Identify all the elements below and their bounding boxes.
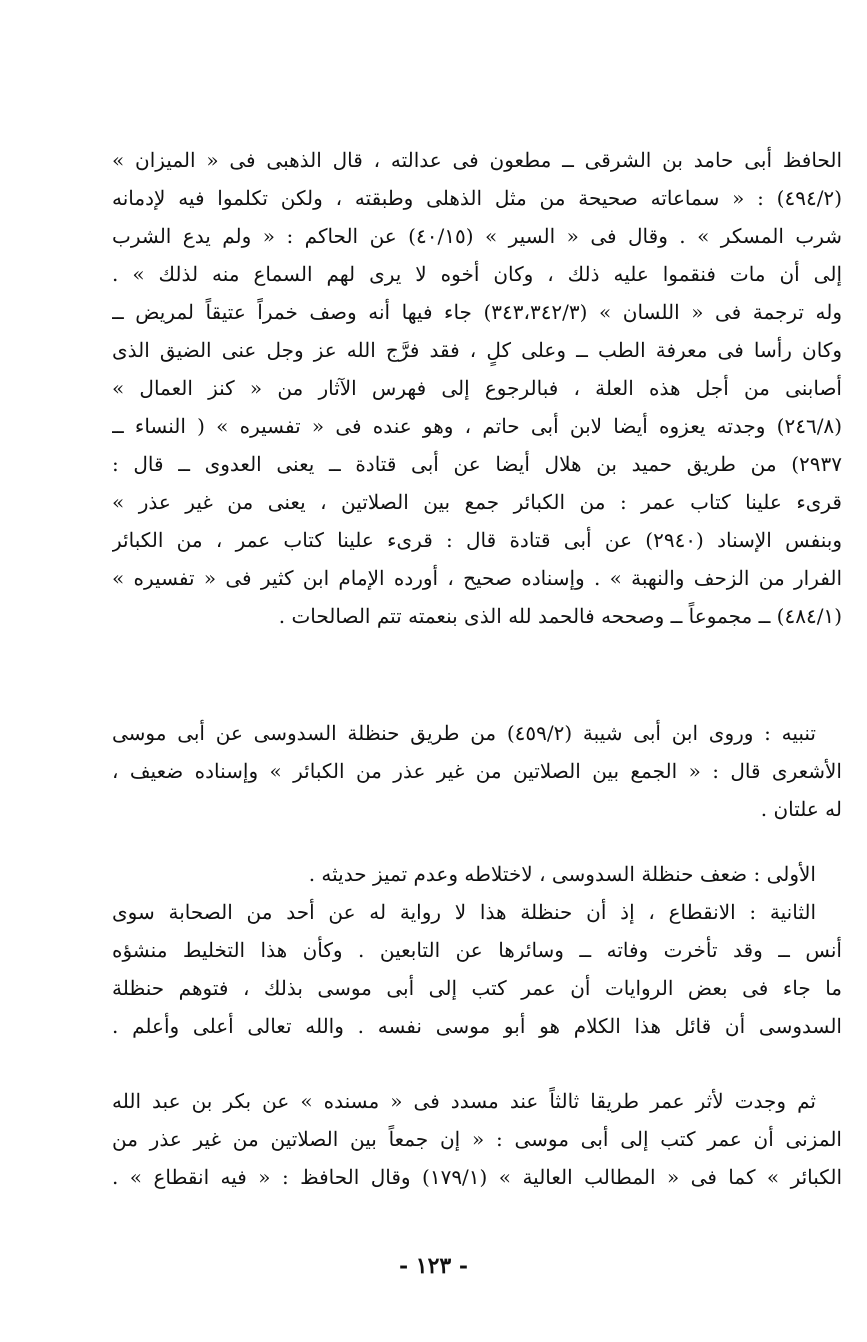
text-line: الثانية : الانقطاع ، إذ أن حنظلة هذا لا رواية له عن أحد من الصحابة سوى [112,900,816,924]
text-line: المزنى أن عمر كتب إلى أبى موسى : « إن جمعاً بين الصلاتين من غير عذر من [112,1127,842,1151]
text-line: له علتان . [760,797,842,821]
text-line: الأولى : ضعف حنظلة السدوسى ، لاختلاطه وعدم تميز حديثه . [308,862,816,886]
text-line: السدوسى أن قائل هذا الكلام هو أبو موسى نفسه . والله تعالى أعلى وأعلم . [112,1014,842,1038]
text-line: (٤٩٤/٢) : « سماعاته صحيحة من مثل الذهلى وطبقته ، ولكن تكلموا فيه لإدمانه [112,186,842,210]
paragraph-1 [112,141,842,635]
text-line: ٢٩٣٧) من طريق حميد بن هلال أيضا عن أبى قتادة ــ يعنى العدوى ــ قال : [112,452,842,476]
text-line: ما جاء فى بعض الروايات أن عمر كتب إلى أبى موسى بذلك ، فتوهم حنظلة [112,976,842,1000]
text-line: تنبيه : وروى ابن أبى شيبة (٤٥٩/٢) من طريق حنظلة السدوسى عن أبى موسى [112,721,816,745]
text-line: وبنفس الإسناد (٢٩٤٠) عن أبى قتادة قال : قرىء علينا كتاب عمر ، من الكبائر [112,528,842,552]
paragraph-3 [112,855,842,1045]
text-line: وله ترجمة فى « اللسان » (٣٤٣،٣٤٢/٣) جاء فيها أنه وصف خمراً عتيقاً لمريض ــ [112,300,842,324]
text-line: وكان رأسا فى معرفة الطب ــ وعلى كلٍ ، فقد فرَّج الله عز وجل عنى الضيق الذى [112,338,842,362]
text-line: الحافظ أبى حامد بن الشرقى ــ مطعون فى عدالته ، قال الذهبى فى « الميزان » [112,148,842,172]
text-line: شرب المسكر » . وقال فى « السير » (٤٠/١٥) عن الحاكم : « ولم يدع الشرب [112,224,842,248]
text-line: (٢٤٦/٨) وجدته يعزوه أيضا لابن أبى حاتم ، وهو عنده فى « تفسيره » ( النساء ــ [112,414,842,438]
text-line: الكبائر » كما فى « المطالب العالية » (١٧٩/١) وقال الحافظ : « فيه انقطاع » . [112,1165,842,1189]
text-line: (٤٨٤/١) ــ مجموعاً ــ وصححه فالحمد لله الذى بنعمته تتم الصالحات . [278,604,842,628]
text-line: الفرار من الزحف والنهبة » . وإسناده صحيح ، أورده الإمام ابن كثير فى « تفسيره » [112,566,842,590]
text-line: أصابنى من أجل هذه العلة ، فبالرجوع إلى فهرس الآثار من « كنز العمال » [112,376,842,400]
text-line: أنس ــ وقد تأخرت وفاته ــ وسائرها عن التابعين . وكأن هذا التخليط منشؤه [112,938,842,962]
text-line: ثم وجدت لأثر عمر طريقا ثالثاً عند مسدد فى « مسنده » عن بكر بن عبد الله [112,1089,816,1113]
paragraph-4 [112,1082,842,1196]
text-line: الأشعرى قال : « الجمع بين الصلاتين من غير عذر من الكبائر » وإسناده ضعيف ، [112,759,842,783]
paragraph-2 [112,714,842,828]
text-line: إلى أن مات فنقموا عليه ذلك ، وكان أخوه لا يرى لهم السماع منه لذلك » . [112,262,842,286]
page-number: - ١٢٣ - [398,1253,469,1279]
text-line: قرىء علينا كتاب عمر : من الكبائر جمع بين الصلاتين ، يعنى من غير عذر » [112,490,842,514]
